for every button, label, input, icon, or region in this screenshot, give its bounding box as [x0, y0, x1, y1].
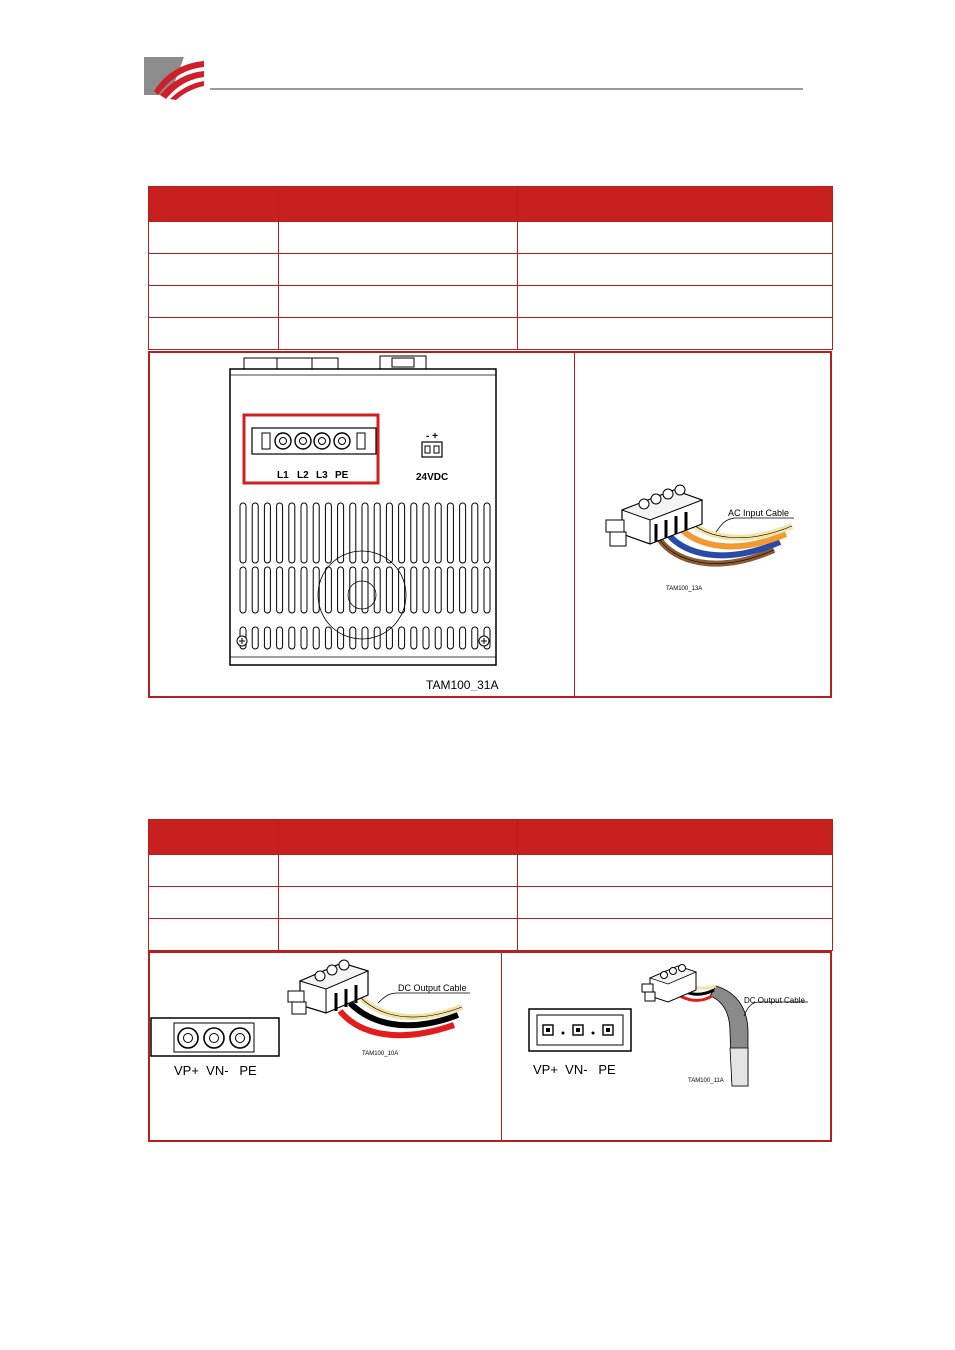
vent-slot [313, 503, 319, 563]
ac-input-cable-label: AC Input Cable [728, 508, 790, 518]
vent-slot [411, 503, 417, 563]
dc-output-cable-left [286, 955, 472, 1063]
table-header-cell [149, 820, 279, 855]
dc-terminal-labels-left: VP+ VN- PE [174, 1063, 257, 1078]
vent-slot [435, 503, 441, 563]
vent-slot [240, 503, 246, 563]
table-row [149, 318, 833, 350]
drive-front-panel-drawing [222, 355, 506, 691]
vent-slot [350, 567, 356, 613]
vent-slot [325, 567, 331, 613]
vent-slot [447, 567, 453, 613]
vent-slot [435, 627, 441, 649]
dc-output-cable-label-left: DC Output Cable [398, 983, 467, 993]
vent-slot [472, 627, 478, 649]
vent-slot [447, 627, 453, 649]
table-header-cell [279, 820, 518, 855]
vent-slot [472, 567, 478, 613]
header-rule [210, 88, 803, 90]
vent-slot [411, 567, 417, 613]
vent-slot [264, 567, 270, 613]
vent-slot [252, 503, 258, 563]
vent-slot [240, 567, 246, 613]
dc-output-cable-right [640, 962, 810, 1090]
table-row [149, 286, 833, 318]
vent-slot [289, 567, 295, 613]
vent-slot [447, 503, 453, 563]
dc-terminal-block-right [527, 1007, 635, 1079]
vent-slot [386, 567, 392, 613]
vent-slot [313, 627, 319, 649]
vent-slot [362, 567, 368, 613]
vent-slot [435, 567, 441, 613]
vent-slot [301, 627, 307, 649]
vent-slot [264, 627, 270, 649]
vent-slot [411, 627, 417, 649]
vent-slot [460, 503, 466, 563]
vent-slot [264, 503, 270, 563]
table-row [149, 855, 833, 887]
vent-slot [252, 627, 258, 649]
vent-slot [484, 567, 490, 613]
vent-slot [399, 503, 405, 563]
vent-slot [301, 503, 307, 563]
table-header-cell [149, 187, 279, 222]
pin-label-l1: L1 [277, 470, 289, 481]
dc-output-table [148, 819, 833, 951]
table-row [149, 887, 833, 919]
vent-slot [338, 503, 344, 563]
dc-output-cable-label-right: DC Output Cable [744, 996, 805, 1005]
vent-slot [301, 567, 307, 613]
table-header-cell [518, 820, 833, 855]
dc-terminal-block-left [150, 1017, 282, 1079]
aux-24vdc-label: 24VDC [416, 472, 449, 483]
table-header-cell [518, 187, 833, 222]
vent-slot [338, 627, 344, 649]
figure-divider [501, 952, 502, 1141]
vent-slot [374, 627, 380, 649]
vent-slot [399, 627, 405, 649]
vent-slot [460, 567, 466, 613]
vent-slot [423, 503, 429, 563]
vent-slot [484, 503, 490, 563]
dc-terminal-labels-right: VP+ VN- PE [533, 1062, 616, 1077]
cable-id-tam100-11a: TAM100_11A [688, 1078, 724, 1084]
pin-label-l2: L2 [297, 470, 309, 481]
vent-slot [325, 503, 331, 563]
table-row [149, 254, 833, 286]
vent-slot [277, 567, 283, 613]
vent-slot [386, 503, 392, 563]
cable-id-tam100-13a: TAM100_13A [666, 586, 703, 592]
figure-divider [574, 352, 575, 697]
vent-slot [289, 503, 295, 563]
vent-slot [423, 627, 429, 649]
vent-slot [472, 503, 478, 563]
cable-id-tam100-10a: TAM100_10A [362, 1051, 399, 1057]
drawing-id-tam100-31a: TAM100_31A [426, 678, 499, 691]
vent-slot [289, 627, 295, 649]
vent-slot [460, 627, 466, 649]
vent-slot [362, 627, 368, 649]
vent-slot [252, 567, 258, 613]
vent-slot [277, 627, 283, 649]
vent-slot [423, 567, 429, 613]
vent-slot [277, 503, 283, 563]
aux-polarity-label: - + [426, 431, 438, 442]
vent-slot [350, 503, 356, 563]
table-header-row [149, 187, 833, 222]
vent-slot [338, 567, 344, 613]
table-header-cell [279, 187, 518, 222]
vent-slot [362, 503, 368, 563]
vent-slot [325, 627, 331, 649]
pin-label-l3: L3 [316, 470, 328, 481]
table-header-row [149, 820, 833, 855]
vent-slot [399, 567, 405, 613]
pin-label-pe: PE [335, 470, 349, 481]
table-row [149, 919, 833, 951]
table-row [149, 222, 833, 254]
vent-slot [386, 627, 392, 649]
company-logo [140, 55, 206, 101]
ac-input-cable-drawing [604, 480, 800, 596]
ac-input-table [148, 186, 833, 350]
